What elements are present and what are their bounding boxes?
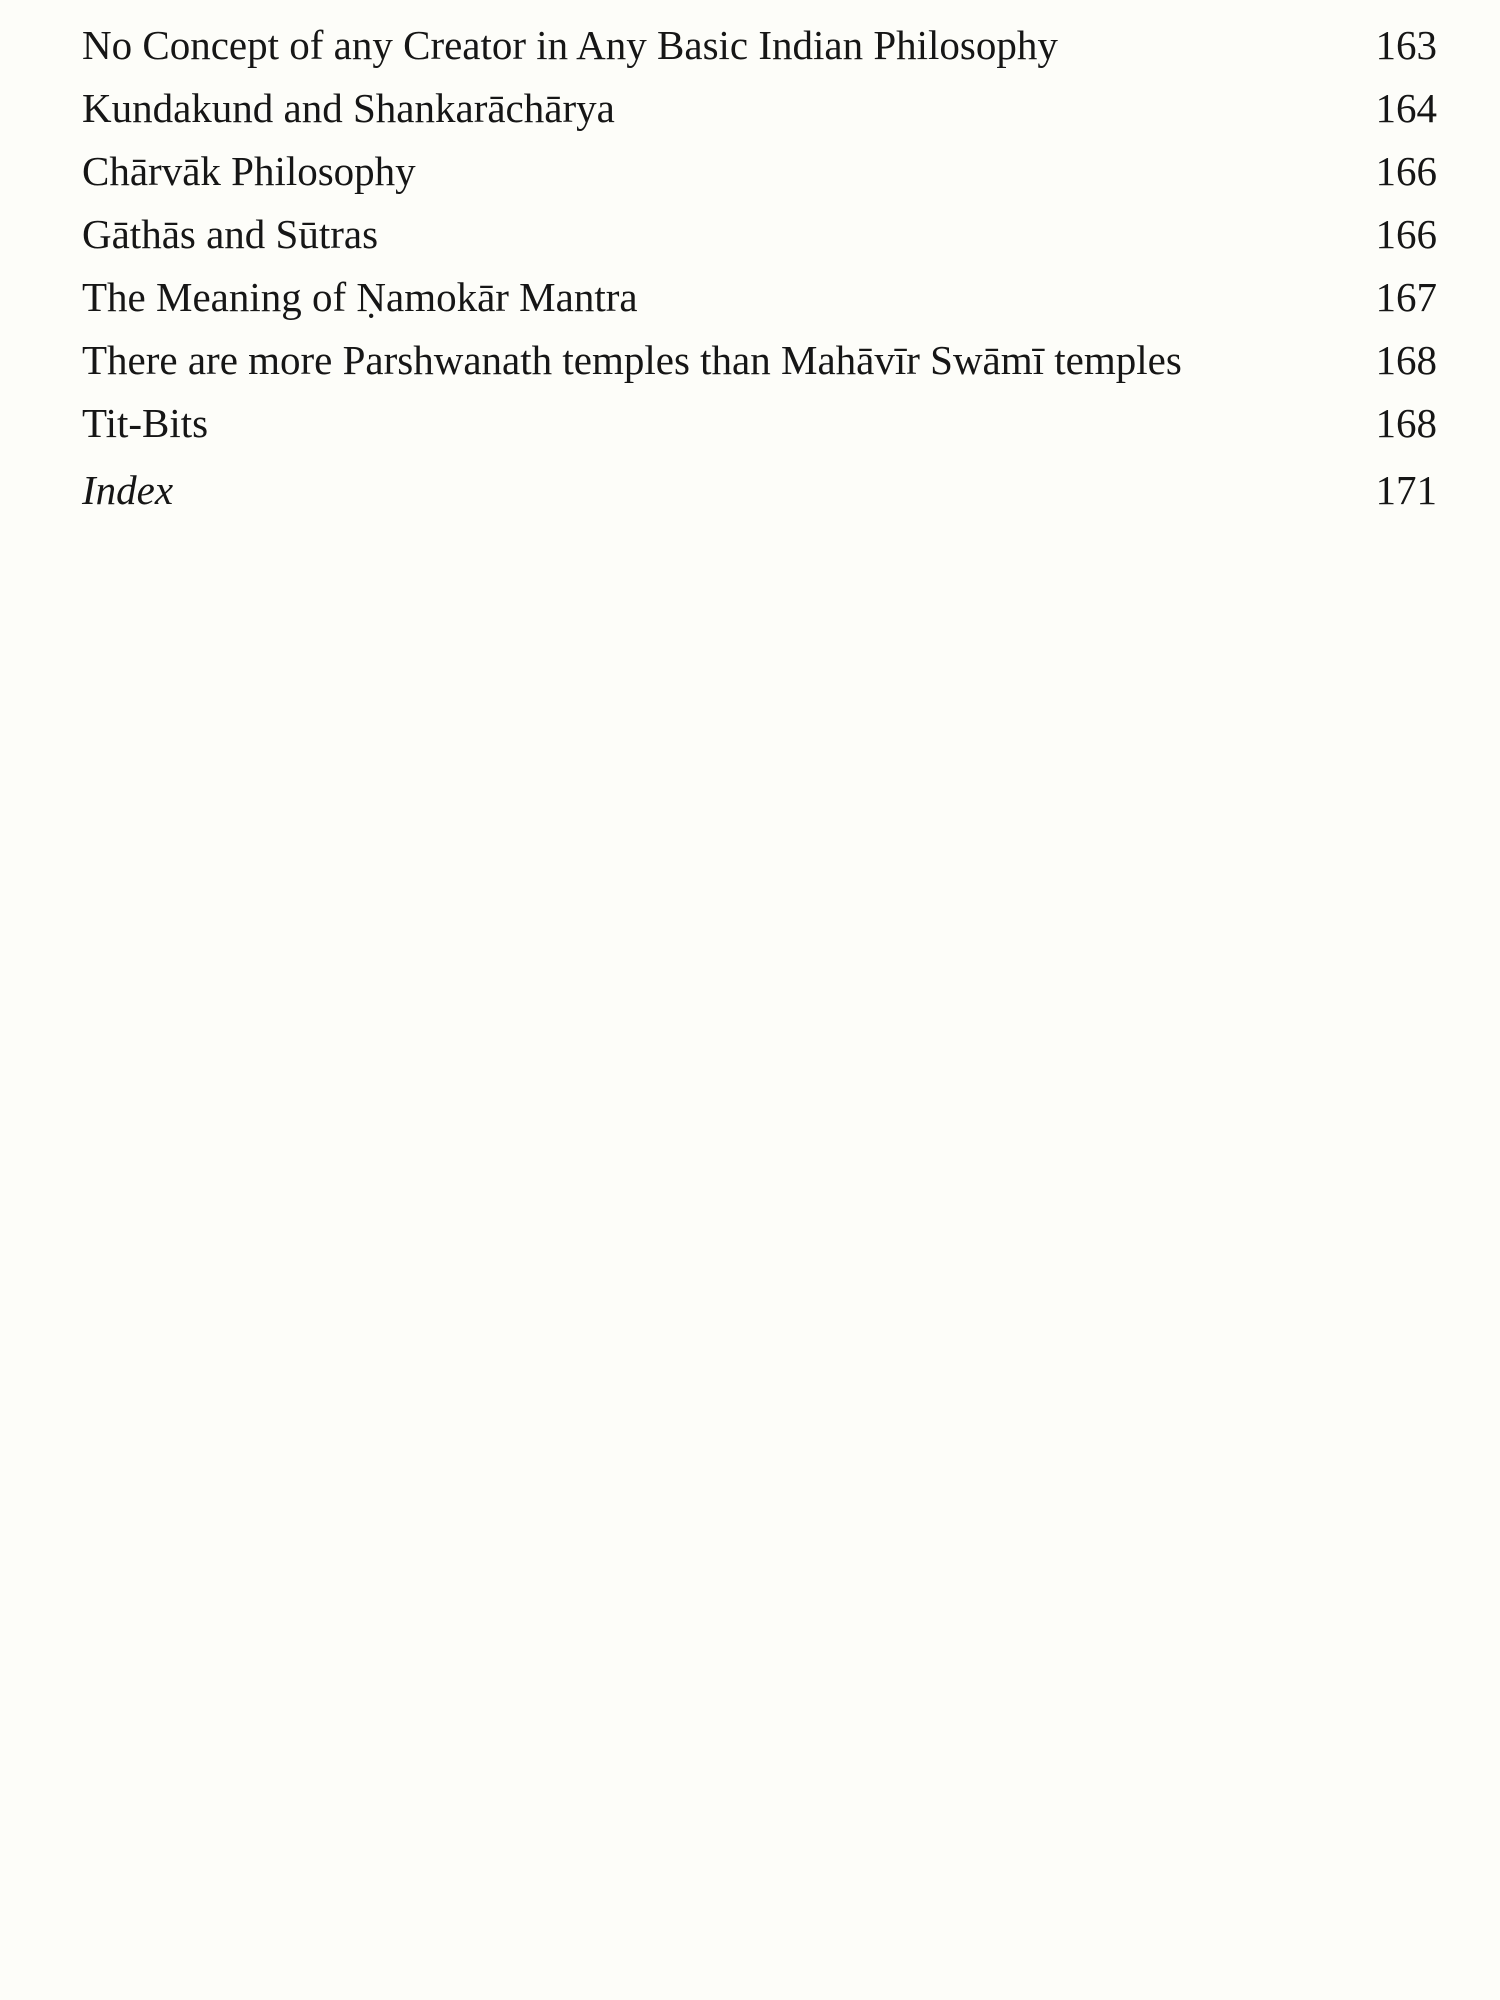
table-of-contents (82, 18, 1437, 526)
toc-entry-page-number: 164 (1375, 85, 1437, 131)
toc-entry (82, 396, 1437, 450)
toc-entry-index (82, 463, 1437, 517)
toc-entry (82, 144, 1437, 198)
toc-entry (82, 207, 1437, 261)
toc-entry-title: There are more Parshwanath temples than Mahāvīr Swāmī temples (82, 337, 1182, 383)
toc-entry-title: Tit-Bits (82, 400, 209, 446)
toc-entry-page-number: 166 (1375, 211, 1437, 257)
toc-entry (82, 81, 1437, 135)
toc-entry-page-number: 168 (1375, 400, 1437, 446)
toc-entry (82, 18, 1437, 72)
toc-entry-title: Chārvāk Philosophy (82, 148, 416, 194)
toc-entry-title: Index (82, 467, 174, 513)
toc-entry-title: Gāthās and Sūtras (82, 211, 379, 257)
toc-entry (82, 333, 1437, 387)
toc-entry-page-number: 163 (1375, 22, 1437, 68)
toc-entry-title: No Concept of any Creator in Any Basic Indian Philosophy (82, 22, 1058, 68)
toc-entry (82, 270, 1437, 324)
toc-entry-page-number: 167 (1375, 274, 1437, 320)
toc-entry-title: The Meaning of Ṇamokār Mantra (82, 274, 638, 320)
toc-entry-page-number: 171 (1375, 467, 1437, 513)
toc-entry-page-number: 168 (1375, 337, 1437, 383)
toc-entry-page-number: 166 (1375, 148, 1437, 194)
toc-entry-title: Kundakund and Shankarāchārya (82, 85, 615, 131)
